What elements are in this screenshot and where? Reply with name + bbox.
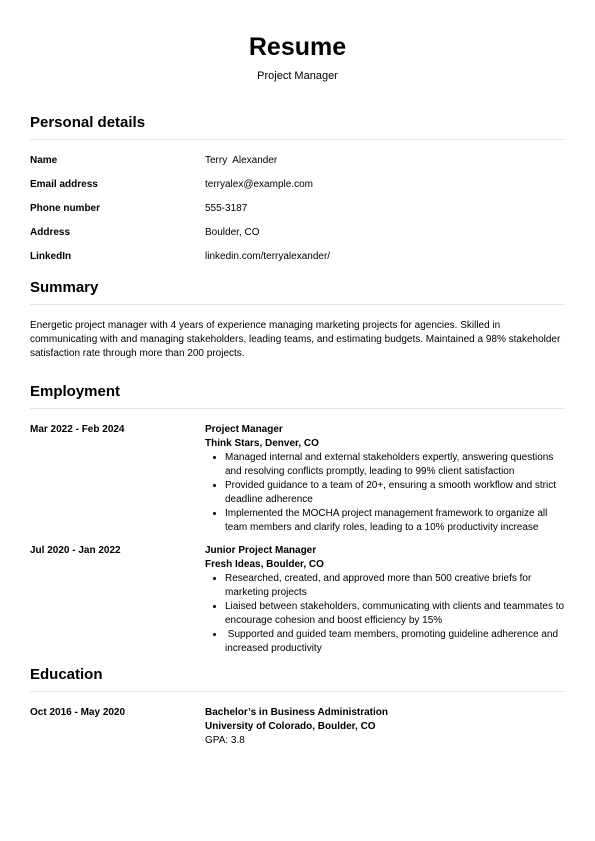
education-heading: Education: [30, 666, 565, 692]
education-entry: [30, 706, 565, 748]
summary-text: Energetic project manager with 4 years of experience managing marketing projects for agencies. Skilled in communicating with and managing stakeholders, leading teams, and estimating budgets. Maintained a 98% stakeholder satisfaction rate through more than 200 projects.: [30, 320, 561, 359]
job-bullets: [205, 572, 565, 656]
personal-row-email: [30, 179, 565, 203]
job-bullets: [205, 451, 565, 535]
job-entry: [30, 544, 565, 656]
education-school: University of Colorado, Boulder, CO: [205, 721, 376, 732]
education-section: [30, 666, 565, 748]
personal-details-list: [30, 155, 565, 275]
job-bullet: • Provided guidance to a team of 20+, ensuring a smooth workflow and strict deadline adherence: [225, 479, 565, 507]
education-dates: Oct 2016 - May 2020: [30, 707, 126, 718]
job-title: Junior Project Manager: [205, 545, 317, 556]
personal-label: Phone number: [30, 203, 101, 214]
personal-details-heading: Personal details: [30, 114, 565, 140]
summary-heading: Summary: [30, 279, 565, 305]
resume-title: Resume: [248, 33, 347, 61]
job-company: Fresh Ideas, Boulder, CO: [205, 559, 324, 570]
education-gpa: GPA: 3.8: [205, 735, 245, 746]
personal-label: Email address: [30, 179, 98, 190]
education-body: [205, 706, 565, 748]
personal-value: Boulder, CO: [205, 227, 260, 238]
job-bullet: • Managed internal and external stakeholders expertly, answering questions and resolving conflicts promptly, leading to 99% client satisfaction: [225, 451, 565, 479]
job-bullet: • Implemented the MOCHA project management framework to organize all team members and clarify roles, leading to a 10% productivity increase: [225, 507, 565, 535]
job-entry: [30, 423, 565, 535]
personal-value: 555-3187: [205, 203, 248, 214]
personal-row-linkedin: [30, 251, 565, 275]
job-bullet: • Liaised between stakeholders, communicating with clients and teammates to encourage cohesion and boost efficiency by 15%: [225, 600, 565, 628]
personal-value: terryalex@example.com: [205, 179, 313, 190]
job-body: [205, 544, 565, 656]
personal-label: Address: [30, 227, 71, 238]
job-dates: Mar 2022 - Feb 2024: [30, 424, 125, 435]
job-dates: Jul 2020 - Jan 2022: [30, 545, 121, 556]
job-bullet: • Supported and guided team members, promoting guideline adherence and increased productivity: [225, 628, 565, 656]
job-company: Think Stars, Denver, CO: [205, 438, 319, 449]
job-title: Project Manager: [205, 424, 283, 435]
personal-value: linkedin.com/terryalexander/: [205, 251, 331, 262]
employment-heading: Employment: [30, 383, 565, 409]
personal-row-phone: [30, 203, 565, 227]
job-bullet: • Researched, created, and approved more than 500 creative briefs for marketing projects: [225, 572, 565, 600]
personal-details-section: [30, 114, 565, 275]
employment-section: [30, 383, 565, 656]
summary-section: [30, 279, 565, 361]
personal-label: Name: [30, 155, 58, 166]
resume-subtitle: Project Manager: [257, 70, 338, 82]
education-degree: Bachelor’s in Business Administration: [205, 707, 389, 718]
job-body: [205, 423, 565, 535]
personal-row-address: [30, 227, 565, 251]
personal-value: Terry Alexander: [205, 155, 278, 166]
personal-label: LinkedIn: [30, 251, 72, 262]
personal-row-name: [30, 155, 565, 179]
